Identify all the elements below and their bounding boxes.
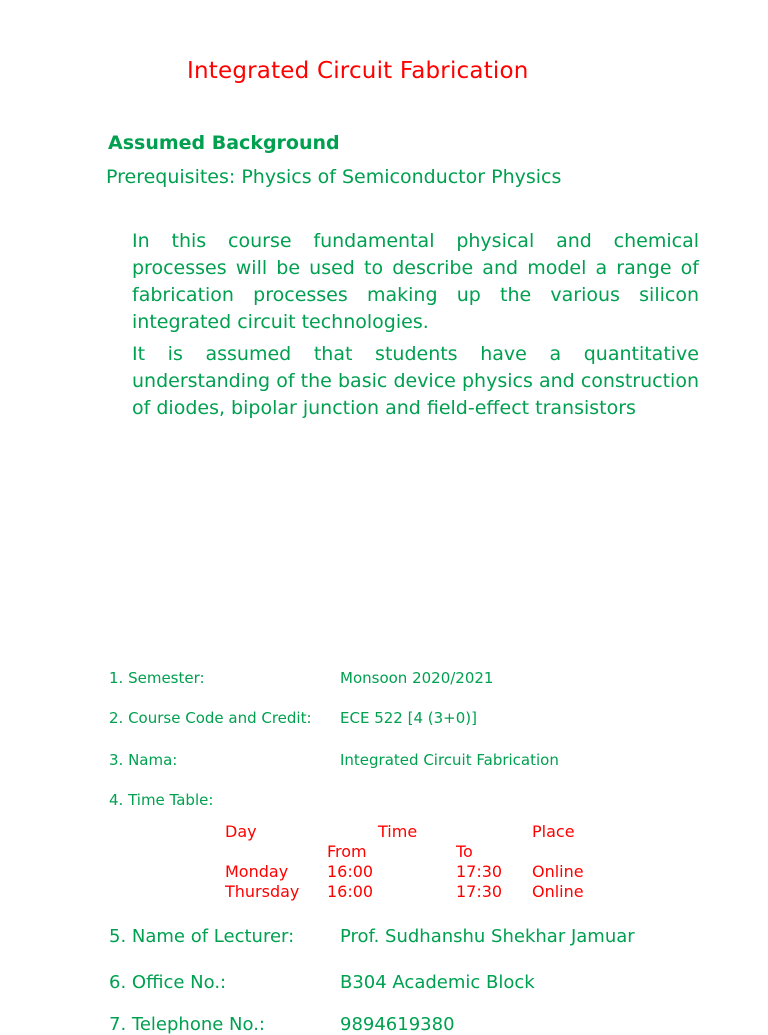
lecturer-label: 5. Name of Lecturer: [109, 926, 295, 947]
intro-paragraph: In this course fundamental physical and chemical processes will be used to describe and model a range of fabrication processes making up the various silicon integrated circuit technologies. [132, 230, 699, 333]
assumption-paragraph: It is assumed that students have a quantitative understanding of the basic device physics and construction of diodes, bipolar junction and field-effect transistors [132, 343, 699, 419]
timetable-row-to: 17:30 [456, 882, 503, 901]
phone-label: 7. Telephone No.: [109, 1014, 265, 1035]
office-value: B304 Academic Block [340, 972, 535, 993]
timetable-label: 4. Time Table: [109, 791, 214, 809]
course-name-label: 3. Nama: [109, 751, 178, 769]
timetable-header-place: Place [532, 822, 575, 841]
phone-value: 9894619380 [340, 1014, 455, 1035]
prerequisites-text: Prerequisites: Physics of Semiconductor Physics [106, 166, 562, 188]
course-code-label: 2. Course Code and Credit: [109, 709, 312, 727]
semester-label: 1. Semester: [109, 669, 205, 687]
page-title: Integrated Circuit Fabrication [187, 58, 529, 84]
course-name-value: Integrated Circuit Fabrication [340, 751, 559, 769]
timetable-row-place: Online [532, 882, 584, 901]
course-code-value: ECE 522 [4 (3+0)] [340, 709, 477, 727]
section-heading: Assumed Background [108, 132, 340, 154]
timetable-header-time: Time [378, 822, 418, 841]
office-label: 6. Office No.: [109, 972, 227, 993]
timetable-row-from: 16:00 [327, 882, 374, 901]
timetable-header-to: To [456, 842, 473, 861]
timetable-header-day: Day [225, 822, 257, 841]
lecturer-value: Prof. Sudhanshu Shekhar Jamuar [340, 926, 635, 947]
timetable-row-from: 16:00 [327, 862, 374, 881]
timetable-row-day: Monday [225, 862, 289, 881]
timetable-row-day: Thursday [225, 882, 300, 901]
timetable-header-from: From [327, 842, 367, 861]
timetable-row-to: 17:30 [456, 862, 503, 881]
timetable-row-place: Online [532, 862, 584, 881]
semester-value: Monsoon 2020/2021 [340, 669, 494, 687]
